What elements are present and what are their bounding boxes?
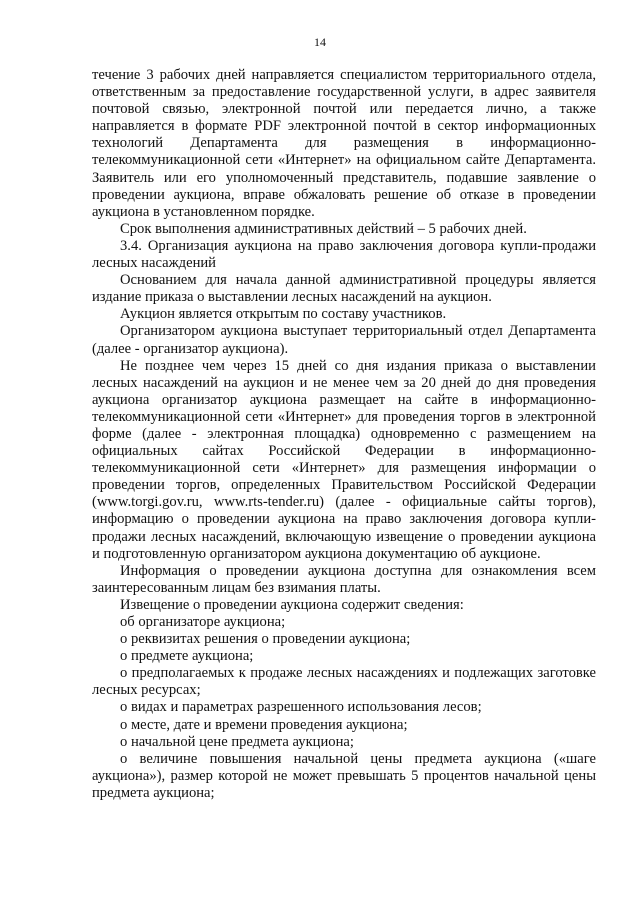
- section-heading: 3.4. Организация аукциона на право заключения договора купли-продажи лесных насаждений: [92, 237, 596, 272]
- list-item: о начальной цене предмета аукциона;: [120, 733, 354, 750]
- paragraph: Основанием для начала данной административной процедуры является издание приказа о выставлении лесных насаждений на аукцион.: [92, 272, 596, 306]
- paragraph: Организатором аукциона выступает территориальный отдел Департамента (далее - организатор аукциона).: [92, 323, 596, 357]
- list-item: о видах и параметрах разрешенного использования лесов;: [120, 699, 482, 716]
- list-item: о предмете аукциона;: [120, 648, 254, 665]
- list-item: о величине повышения начальной цены предмета аукциона («шаге аукциона»), размер которой не может превышать 5 процентов начальной цены предмета аукциона;: [92, 750, 596, 801]
- paragraph: Срок выполнения административных действий – 5 рабочих дней.: [120, 220, 527, 237]
- body-text: [92, 67, 596, 802]
- paragraph: течение 3 рабочих дней направляется специалистом территориального отдела, ответственным за предоставление государственной услуги, в адрес заявителя почтовой связью, электронной почтой или передается лично, а также направляется в формате PDF электронной почтой в сектор информационных технологий Департамента для размещения в информационно-телекоммуникационной сети «Интернет» на официальном сайте Департамента. Заявитель или его уполномоченный представитель, подавшие заявление о проведении аукциона, вправе обжаловать решение об отказе в проведении аукциона в установленном порядке.: [92, 67, 596, 220]
- paragraph: Не позднее чем через 15 дней со дня издания приказа о выставлении лесных насаждений на аукцион и не менее чем за 20 дней до дня проведения аукциона организатор аукциона размещает на сайте в информационно-телекоммуникационной сети «Интернет» для проведения торгов в электронной форме (далее - электронная площадка) одновременно с размещением на официальных сайтах Российской Федерации в информационно-телекоммуникационной сети «Интернет» для размещения информации о проведении торгов, определенных Правительством Российской Федерации (www.torgi.gov.ru, www.rts-tender.ru) (далее - официальные сайты торгов), информацию о проведении аукциона на право заключения договора купли-продажи лесных насаждений, включающую извещение о проведении аукциона и подготовленную организатором аукциона документацию об аукционе.: [92, 357, 596, 562]
- paragraph: Извещение о проведении аукциона содержит сведения:: [120, 596, 464, 613]
- paragraph: Аукцион является открытым по составу участников.: [120, 306, 447, 323]
- list-item: о месте, дате и времени проведения аукциона;: [120, 716, 408, 733]
- page-number: 14: [314, 35, 326, 49]
- list-item: о предполагаемых к продаже лесных насаждениях и подлежащих заготовке лесных ресурсах;: [92, 665, 596, 699]
- list-item: об организаторе аукциона;: [120, 614, 286, 630]
- paragraph: Информация о проведении аукциона доступна для ознакомления всем заинтересованным лицам без взимания платы.: [92, 562, 596, 596]
- list-item: о реквизитах решения о проведении аукциона;: [120, 631, 411, 648]
